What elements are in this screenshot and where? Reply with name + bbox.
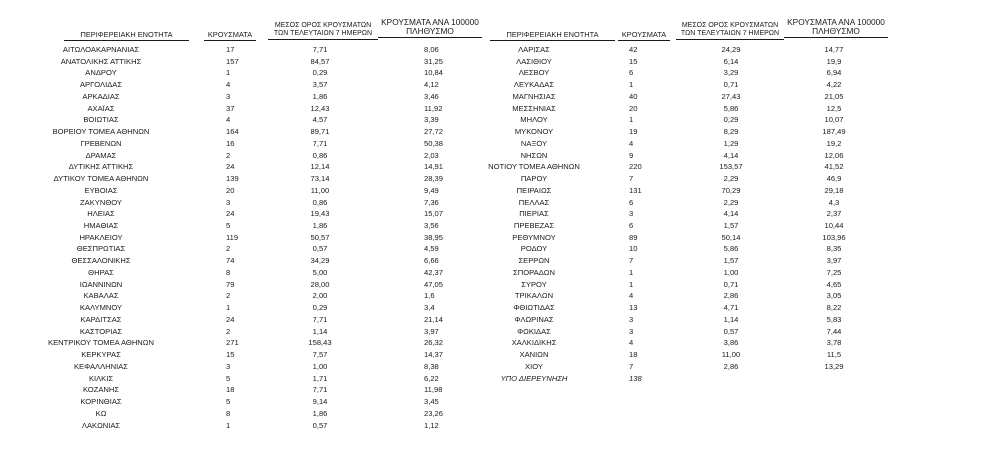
left-cases-cell: 157 (226, 56, 239, 66)
left-region-cell: ΚΕΡΚΥΡΑΣ (81, 350, 121, 360)
right-avg-cell: 3,86 (723, 338, 739, 348)
right-avg-cell: 50,14 (721, 232, 741, 242)
left-header-per100k-line2: ΠΛΗΘΥΣΜΟ (406, 26, 454, 36)
left-avg-cell: 7,71 (312, 45, 328, 54)
left-per100k-cell: 7,36 (424, 197, 439, 207)
right-per100k-cell: 11,5 (826, 350, 842, 360)
right-header-region: ΠΕΡΙΦΕΡΕΙΑΚΗ ΕΝΟΤΗΤΑ (490, 31, 615, 41)
right-cases-cell: 4 (629, 338, 634, 348)
right-region-cell: ΛΕΥΚΑΔΑΣ (513, 80, 555, 90)
right-region-cell: ΦΛΩΡΙΝΑΣ (514, 314, 554, 324)
right-avg-cell: 24,29 (721, 45, 741, 54)
left-region-cell: ΚΟΖΑΝΗΣ (82, 385, 120, 395)
right-avg-cell: 4,14 (723, 150, 739, 160)
left-avg-cell: 1,86 (312, 408, 328, 418)
left-region-column (10, 44, 192, 431)
right-avg-cell (696, 373, 766, 385)
left-per100k-cell: 50,38 (424, 138, 444, 148)
left-per100k-cell: 1,6 (424, 291, 435, 301)
left-avg-cell: 73,14 (310, 174, 330, 184)
right-avg-cell: 1,57 (723, 221, 739, 231)
left-region-cell: ΗΜΑΘΙΑΣ (83, 221, 119, 231)
left-header-per100k-line1: ΚΡΟΥΣΜΑΤΑ ΑΝΑ 100000 (381, 17, 479, 27)
left-cases-cell: 4 (226, 80, 231, 90)
right-region-cell: ΥΠΟ ΔΙΕΡΕΥΝΗΣΗ (500, 373, 568, 383)
left-avg-cell: 1,14 (312, 326, 328, 336)
left-cases-cell: 5 (226, 373, 231, 383)
left-avg-cell: 0,29 (312, 303, 328, 313)
right-region-cell: ΝΑΞΟΥ (520, 138, 548, 148)
right-avg-cell: 5,86 (723, 103, 739, 113)
right-per100k-cell: 10,07 (824, 115, 844, 125)
right-cases-cell: 1 (629, 80, 634, 90)
right-per100k-column (804, 44, 864, 384)
left-region-cell: ΑΝΔΡΟΥ (85, 68, 117, 78)
left-region-cell: ΚΑΒΑΛΑΣ (83, 291, 119, 301)
left-avg-cell: 1,86 (312, 91, 328, 101)
left-cases-cell: 1 (226, 303, 231, 313)
left-avg-cell: 0,57 (312, 420, 328, 430)
right-per100k-cell: 14,77 (824, 45, 844, 54)
right-region-cell: ΜΗΛΟΥ (520, 115, 548, 125)
right-cases-cell: 1 (629, 115, 634, 125)
left-cases-cell: 2 (226, 291, 231, 301)
right-cases-cell: 19 (629, 127, 638, 137)
right-region-cell: ΠΡΕΒΕΖΑΣ (513, 221, 555, 231)
right-cases-cell: 18 (629, 350, 638, 360)
left-cases-cell: 3 (226, 197, 231, 207)
right-cases-cell: 40 (629, 91, 638, 101)
right-per100k-cell: 19,9 (826, 56, 842, 66)
left-per100k-cell: 10,84 (424, 68, 444, 78)
left-avg-cell: 0,57 (312, 244, 328, 254)
left-cases-cell: 164 (226, 127, 239, 137)
left-avg-cell: 7,57 (312, 350, 328, 360)
left-header-avg-line2: ΤΩΝ ΤΕΛΕΥΤΑΙΩΝ 7 ΗΜΕΡΩΝ (273, 30, 373, 37)
left-header-per100k (378, 18, 482, 38)
right-avg-cell: 0,29 (723, 115, 739, 125)
left-per100k-cell: 3,45 (424, 397, 439, 407)
right-region-cell: ΠΕΛΛΑΣ (518, 197, 550, 207)
right-region-cell: ΛΑΣΙΘΙΟΥ (516, 56, 552, 66)
right-avg-column (696, 44, 766, 384)
left-per100k-cell: 3,97 (424, 326, 439, 336)
left-avg-cell: 1,71 (312, 373, 328, 383)
left-per100k-cell: 3,39 (424, 115, 439, 125)
right-region-cell: ΡΕΘΥΜΝΟΥ (512, 232, 556, 242)
left-per100k-cell: 38,95 (424, 232, 444, 242)
left-region-cell: ΑΡΓΟΛΙΔΑΣ (79, 80, 123, 90)
right-cases-cell: 6 (629, 68, 634, 78)
left-avg-cell: 1,00 (312, 361, 328, 371)
left-cases-cell: 271 (226, 338, 239, 348)
left-cases-cell: 8 (226, 408, 231, 418)
left-region-cell: ΚΑΛΥΜΝΟΥ (79, 303, 123, 313)
left-cases-cell: 24 (226, 314, 235, 324)
right-region-cell: ΣΕΡΡΩΝ (518, 256, 550, 266)
right-cases-cell: 20 (629, 103, 638, 113)
left-region-cell: ΔΡΑΜΑΣ (85, 150, 117, 160)
left-cases-cell: 79 (226, 279, 235, 289)
right-avg-cell: 4,14 (723, 209, 739, 219)
right-region-column (470, 44, 598, 384)
right-per100k-cell (804, 373, 864, 385)
left-per100k-cell: 4,59 (424, 244, 439, 254)
right-cases-cell: 131 (629, 185, 642, 195)
left-region-cell: ΘΕΣΠΡΩΤΙΑΣ (76, 244, 126, 254)
left-per100k-cell: 6,22 (424, 373, 439, 383)
right-region-cell: ΧΑΝΙΩΝ (519, 350, 549, 360)
left-per100k-cell: 14,37 (424, 350, 444, 360)
left-cases-cell: 18 (226, 385, 235, 395)
left-per100k-cell: 8,06 (424, 45, 439, 54)
left-region-cell: ΚΕΦΑΛΛΗΝΙΑΣ (73, 361, 129, 371)
left-avg-cell: 0,86 (312, 150, 328, 160)
right-avg-cell: 1,29 (723, 138, 739, 148)
right-region-cell: ΤΡΙΚΑΛΩΝ (514, 291, 554, 301)
left-per100k-cell: 26,32 (424, 338, 444, 348)
left-per100k-cell: 9,49 (424, 185, 439, 195)
left-avg-cell: 12,14 (310, 162, 330, 172)
right-avg-cell: 4,71 (723, 303, 739, 313)
left-avg-cell: 28,00 (310, 279, 330, 289)
right-cases-cell: 3 (629, 326, 634, 336)
left-cases-cell: 16 (226, 138, 235, 148)
left-cases-cell: 5 (226, 221, 231, 231)
right-cases-cell: 4 (629, 291, 634, 301)
right-per100k-cell: 19,2 (826, 138, 842, 148)
left-per100k-cell: 6,66 (424, 256, 439, 266)
right-per100k-cell: 5,83 (826, 314, 842, 324)
left-per100k-cell: 1,12 (424, 420, 439, 430)
left-avg-cell: 84,57 (310, 56, 330, 66)
left-avg-cell: 9,14 (312, 397, 328, 407)
left-avg-cell: 7,71 (312, 385, 328, 395)
right-region-cell: ΝΗΣΩΝ (520, 150, 548, 160)
right-per100k-cell: 12,5 (826, 103, 842, 113)
left-cases-cell: 119 (226, 232, 239, 242)
left-avg-cell: 50,57 (310, 232, 330, 242)
right-cases-cell: 6 (629, 197, 634, 207)
right-region-cell: ΠΑΡΟΥ (520, 174, 548, 184)
right-region-cell: ΦΘΙΩΤΙΔΑΣ (513, 303, 555, 313)
left-per100k-column (424, 44, 474, 431)
right-avg-cell: 70,29 (721, 185, 741, 195)
right-avg-cell: 2,29 (723, 174, 739, 184)
right-per100k-cell: 21,05 (824, 91, 844, 101)
left-region-cell: ΔΥΤΙΚΗΣ ΑΤΤΙΚΗΣ (68, 162, 134, 172)
left-avg-cell: 11,00 (310, 185, 330, 195)
right-region-cell: ΛΕΣΒΟΥ (518, 68, 550, 78)
left-region-cell: ΒΟΡΕΙΟΥ ΤΟΜΕΑ ΑΘΗΝΩΝ (52, 127, 150, 137)
left-region-cell: ΚΕΝΤΡΙΚΟΥ ΤΟΜΕΑ ΑΘΗΝΩΝ (48, 338, 154, 348)
left-region-cell: ΚΑΣΤΟΡΙΑΣ (79, 326, 123, 336)
right-region-cell: ΜΑΓΝΗΣΙΑΣ (512, 91, 556, 101)
right-per100k-cell: 3,05 (826, 291, 842, 301)
left-per100k-cell: 42,37 (424, 267, 444, 277)
right-cases-cell: 1 (629, 279, 634, 289)
right-header-avg-line1: ΜΕΣΟΣ ΟΡΟΣ ΚΡΟΥΣΜΑΤΩΝ (681, 22, 779, 29)
left-per100k-cell: 3,46 (424, 91, 439, 101)
left-per100k-cell: 2,03 (424, 150, 439, 160)
right-region-cell: ΣΥΡΟΥ (521, 279, 547, 289)
right-avg-cell: 1,00 (723, 267, 739, 277)
right-avg-cell: 27,43 (721, 91, 741, 101)
right-avg-cell: 2,86 (723, 361, 739, 371)
left-region-cell: ΒΟΙΩΤΙΑΣ (83, 115, 119, 125)
right-avg-cell: 0,71 (723, 279, 739, 289)
right-cases-cell: 9 (629, 150, 634, 160)
left-cases-cell: 5 (226, 397, 231, 407)
right-per100k-cell: 6,94 (826, 68, 842, 78)
left-per100k-cell: 31,25 (424, 56, 444, 66)
right-cases-cell: 42 (629, 45, 638, 54)
left-cases-cell: 2 (226, 244, 231, 254)
left-cases-cell: 139 (226, 174, 239, 184)
right-header-per100k-line1: ΚΡΟΥΣΜΑΤΑ ΑΝΑ 100000 (787, 17, 885, 27)
left-cases-cell: 2 (226, 150, 231, 160)
right-region-cell: ΦΩΚΙΔΑΣ (517, 326, 551, 336)
left-region-cell: ΚΙΛΚΙΣ (88, 373, 114, 383)
left-cases-cell: 17 (226, 45, 235, 54)
left-per100k-cell: 8,38 (424, 361, 439, 371)
right-avg-cell: 0,71 (723, 80, 739, 90)
left-cases-cell: 20 (226, 185, 235, 195)
left-cases-cell: 74 (226, 256, 235, 266)
left-avg-cell: 89,71 (310, 127, 330, 137)
left-per100k-cell: 27,72 (424, 127, 444, 137)
right-header-per100k-line2: ΠΛΗΘΥΣΜΟ (812, 26, 860, 36)
left-region-cell: ΗΛΕΙΑΣ (87, 209, 115, 219)
left-region-cell: ΚΑΡΔΙΤΣΑΣ (80, 314, 122, 324)
left-cases-cell: 1 (226, 68, 231, 78)
left-avg-cell: 7,71 (312, 138, 328, 148)
right-header-cases: ΚΡΟΥΣΜΑΤΑ (618, 31, 670, 41)
right-region-cell: ΠΙΕΡΙΑΣ (519, 209, 549, 219)
left-per100k-cell: 15,07 (424, 209, 444, 219)
left-avg-cell: 3,57 (312, 80, 328, 90)
right-per100k-cell: 4,65 (826, 279, 842, 289)
left-cases-cell: 15 (226, 350, 235, 360)
right-cases-cell: 15 (629, 56, 638, 66)
left-cases-cell: 4 (226, 115, 231, 125)
left-cases-cell: 1 (226, 420, 231, 430)
left-per100k-cell: 14,91 (424, 162, 444, 172)
left-header-cases: ΚΡΟΥΣΜΑΤΑ (204, 31, 256, 41)
left-cases-cell: 37 (226, 103, 235, 113)
left-cases-cell: 3 (226, 91, 231, 101)
left-per100k-cell: 21,14 (424, 314, 444, 324)
right-per100k-cell: 13,29 (824, 361, 844, 371)
right-region-cell: ΜΥΚΟΝΟΥ (514, 127, 554, 137)
right-avg-cell: 153,57 (719, 162, 743, 172)
right-per100k-cell: 4,22 (826, 80, 842, 90)
right-avg-cell: 11,00 (721, 350, 741, 360)
right-header-avg-line2: ΤΩΝ ΤΕΛΕΥΤΑΙΩΝ 7 ΗΜΕΡΩΝ (680, 30, 780, 37)
left-avg-cell: 2,00 (312, 291, 328, 301)
left-avg-cell: 34,29 (310, 256, 330, 266)
left-cases-cell: 24 (226, 162, 235, 172)
left-region-cell: ΙΩΑΝΝΙΝΩΝ (79, 279, 123, 289)
right-region-cell: ΧΙΟΥ (525, 361, 543, 371)
left-per100k-cell: 4,12 (424, 80, 439, 90)
right-region-cell: ΝΟΤΙΟΥ ΤΟΜΕΑ ΑΘΗΝΩΝ (488, 162, 580, 172)
left-region-cell: ΗΡΑΚΛΕΙΟΥ (79, 232, 123, 242)
right-per100k-cell: 7,44 (826, 326, 842, 336)
left-cases-cell: 2 (226, 326, 231, 336)
left-per100k-cell: 11,92 (424, 103, 443, 113)
right-per100k-cell: 29,18 (824, 185, 844, 195)
left-per100k-cell: 47,05 (424, 279, 444, 289)
right-header-avg (676, 22, 784, 40)
right-per100k-cell: 4,3 (828, 197, 840, 207)
left-avg-cell: 4,57 (312, 115, 328, 125)
left-cases-cell: 24 (226, 209, 235, 219)
right-avg-cell: 1,14 (723, 314, 739, 324)
right-cases-cell: 6 (629, 221, 634, 231)
left-cases-column (226, 44, 266, 431)
right-avg-cell: 0,57 (723, 326, 739, 336)
right-avg-cell: 3,29 (723, 68, 739, 78)
right-header-per100k (784, 18, 888, 38)
left-avg-cell: 158,43 (308, 338, 332, 348)
left-region-cell: ΓΡΕΒΕΝΩΝ (80, 138, 122, 148)
left-region-cell: ΑΝΑΤΟΛΙΚΗΣ ΑΤΤΙΚΗΣ (60, 56, 142, 66)
right-cases-cell: 7 (629, 174, 634, 184)
right-avg-cell: 6,14 (723, 56, 739, 66)
right-region-cell: ΣΠΟΡΑΔΩΝ (513, 267, 555, 277)
left-avg-cell: 1,86 (312, 221, 328, 231)
right-cases-cell: 138 (629, 373, 642, 383)
right-per100k-cell: 103,96 (822, 232, 846, 242)
left-avg-cell: 5,00 (312, 267, 328, 277)
left-per100k-cell: 23,26 (424, 408, 444, 418)
left-per100k-cell: 11,98 (424, 385, 443, 395)
left-region-cell: ΖΑΚΥΝΘΟΥ (80, 197, 122, 207)
right-avg-cell: 8,29 (723, 127, 739, 137)
left-region-cell: ΔΥΤΙΚΟΥ ΤΟΜΕΑ ΑΘΗΝΩΝ (53, 174, 149, 184)
left-region-cell: ΛΑΚΩΝΙΑΣ (81, 420, 121, 430)
left-avg-cell: 12,43 (310, 103, 330, 113)
left-cases-cell: 8 (226, 267, 231, 277)
left-per100k-cell: 28,39 (424, 174, 444, 184)
right-cases-cell: 4 (629, 138, 634, 148)
left-region-cell: ΚΩ (95, 408, 107, 418)
right-cases-cell: 7 (629, 361, 634, 371)
left-region-cell: ΑΙΤΩΛΟΑΚΑΡΝΑΝΙΑΣ (62, 45, 140, 54)
right-cases-cell: 3 (629, 314, 634, 324)
right-cases-cell: 3 (629, 209, 634, 219)
right-cases-column (629, 44, 669, 384)
right-cases-cell: 13 (629, 303, 638, 313)
right-cases-cell: 89 (629, 232, 638, 242)
right-cases-cell: 220 (629, 162, 642, 172)
left-region-cell: ΘΗΡΑΣ (88, 267, 114, 277)
left-per100k-cell: 3,56 (424, 221, 439, 231)
right-cases-cell: 10 (629, 244, 638, 254)
right-cases-cell: 7 (629, 256, 634, 266)
left-avg-column (285, 44, 355, 431)
left-per100k-cell: 3,4 (424, 303, 435, 313)
left-avg-cell: 7,71 (312, 314, 328, 324)
left-header-region: ΠΕΡΙΦΕΡΕΙΑΚΗ ΕΝΟΤΗΤΑ (64, 31, 189, 41)
right-per100k-cell: 8,35 (826, 244, 842, 254)
right-per100k-cell: 46,9 (826, 174, 842, 184)
right-per100k-cell: 41,52 (824, 162, 844, 172)
right-per100k-cell: 8,22 (826, 303, 842, 313)
left-region-cell: ΕΥΒΟΙΑΣ (84, 185, 118, 195)
right-avg-cell: 5,86 (723, 244, 739, 254)
right-per100k-cell: 3,97 (826, 256, 842, 266)
right-avg-cell: 1,57 (723, 256, 739, 266)
left-cases-cell: 3 (226, 361, 231, 371)
left-avg-cell: 0,86 (312, 197, 328, 207)
right-per100k-cell: 10,44 (824, 221, 844, 231)
left-header-avg-line1: ΜΕΣΟΣ ΟΡΟΣ ΚΡΟΥΣΜΑΤΩΝ (274, 22, 372, 29)
right-per100k-cell: 12,06 (824, 150, 844, 160)
right-per100k-cell: 7,25 (826, 267, 842, 277)
right-region-cell: ΜΕΣΣΗΝΙΑΣ (512, 103, 556, 113)
right-avg-cell: 2,86 (723, 291, 739, 301)
right-region-cell: ΧΑΛΚΙΔΙΚΗΣ (511, 338, 557, 348)
left-region-cell: ΘΕΣΣΑΛΟΝΙΚΗΣ (71, 256, 131, 266)
right-region-cell: ΛΑΡΙΣΑΣ (518, 45, 550, 54)
left-avg-cell: 0,29 (312, 68, 328, 78)
left-region-cell: ΑΡΚΑΔΙΑΣ (82, 91, 120, 101)
right-per100k-cell: 2,37 (826, 209, 842, 219)
right-per100k-cell: 187,49 (822, 127, 846, 137)
left-avg-cell: 19,43 (310, 209, 330, 219)
right-region-cell: ΠΕΙΡΑΙΩΣ (516, 185, 552, 195)
left-region-cell: ΑΧΑΪΑΣ (87, 103, 115, 113)
right-per100k-cell: 3,78 (826, 338, 842, 348)
right-cases-cell: 1 (629, 267, 634, 277)
right-region-cell: ΡΟΔΟΥ (520, 244, 548, 254)
left-header-avg (268, 22, 378, 40)
right-avg-cell: 2,29 (723, 197, 739, 207)
left-region-cell: ΚΟΡΙΝΘΙΑΣ (80, 397, 122, 407)
